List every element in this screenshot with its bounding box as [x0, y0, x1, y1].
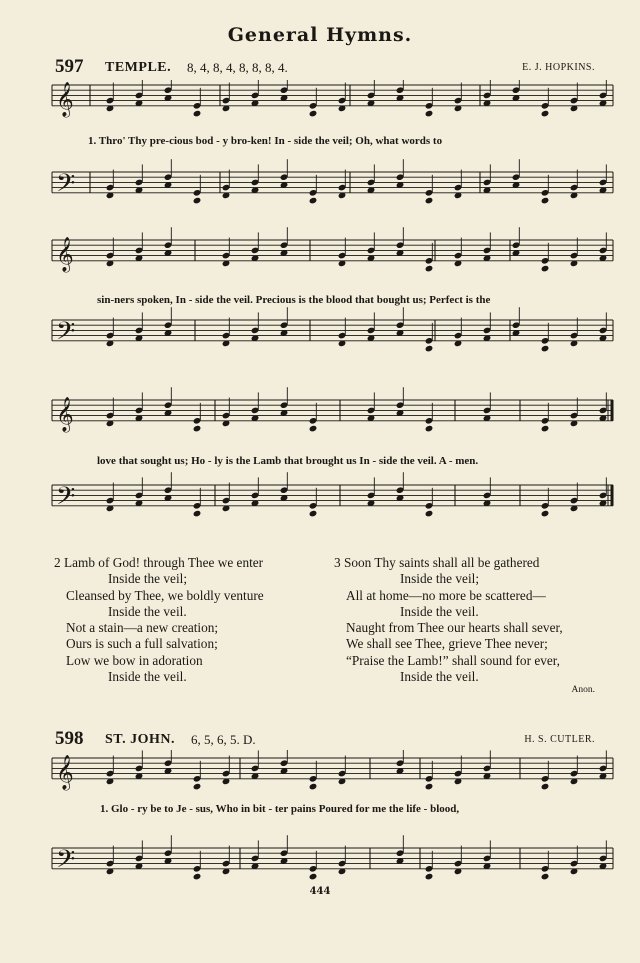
verse-line: 3 Soon Thy saints shall all be gathered: [334, 555, 540, 570]
verse-line: Inside the veil.: [400, 603, 479, 619]
lyric-line-2: sin-ners spoken, In - side the veil. Precious is the blood that bought us; Perfect is the: [97, 294, 491, 306]
hymn-597-header: [55, 58, 595, 80]
meter: 8, 4, 8, 4, 8, 8, 8, 4.: [187, 60, 288, 75]
svg-text:𝄢: 𝄢: [56, 844, 76, 880]
svg-text:𝄢: 𝄢: [56, 316, 76, 352]
hymn-598-header: [55, 730, 595, 752]
lyric-line-1: 1. Thro' Thy pre-cious bod - y bro-ken! In - side the veil; Oh, what words to: [88, 135, 443, 147]
svg-text:𝄢: 𝄢: [56, 481, 76, 517]
composer: E. J. HOPKINS.: [522, 62, 595, 73]
verse-line: Cleansed by Thee, we boldly venture: [66, 587, 264, 603]
verse-line: Not a stain—a new creation;: [66, 620, 219, 636]
verse-line: Ours is such a full salvation;: [66, 636, 218, 652]
svg-text:𝄞: 𝄞: [56, 754, 74, 790]
verse-line: 2 Lamb of God! through Thee we enter: [54, 555, 264, 570]
meter: 6, 5, 6, 5. D.: [191, 732, 256, 747]
composer: H. S. CUTLER.: [524, 734, 595, 745]
verse-line: Inside the veil.: [108, 669, 187, 685]
verse-line: Inside the veil.: [400, 669, 479, 685]
verse-3: [334, 555, 563, 685]
svg-text:𝄞: 𝄞: [56, 81, 74, 117]
svg-text:𝄢: 𝄢: [56, 168, 76, 204]
verse-line: Low we bow in adoration: [66, 652, 203, 668]
svg-text:𝄞: 𝄞: [56, 236, 74, 272]
verse-line: Naught from Thee our hearts shall sever,: [346, 620, 563, 636]
hymn-number: 598: [55, 728, 84, 749]
verse-2: [54, 555, 264, 685]
page-number: 444: [309, 886, 331, 897]
author: Anon.: [571, 685, 595, 695]
verse-line: “Praise the Lamb!” shall sound for ever,: [346, 652, 560, 668]
verse-line: Inside the veil.: [108, 603, 187, 619]
lyric-line-3: love that sought us; Ho - ly is the Lamb that brought us In - side the veil. A - men.: [97, 455, 479, 467]
svg-text:𝄞: 𝄞: [56, 396, 74, 432]
tune-name: TEMPLE.: [105, 60, 172, 75]
verse-line: Inside the veil;: [400, 571, 480, 587]
section-title: General Hymns.: [227, 24, 413, 46]
verse-line: All at home—no more be scattered—: [346, 587, 546, 603]
verse-line: We shall see Thee, grieve Thee never;: [346, 636, 548, 652]
hymn-598-score: [50, 750, 615, 880]
hymn-number: 597: [55, 56, 84, 77]
tune-name: ST. JOHN.: [105, 732, 175, 747]
lyric-line-598: 1. Glo - ry be to Je - sus, Who in bit - ter pains Poured for me the life - blood,: [100, 803, 460, 815]
verse-line: Inside the veil;: [108, 571, 188, 587]
